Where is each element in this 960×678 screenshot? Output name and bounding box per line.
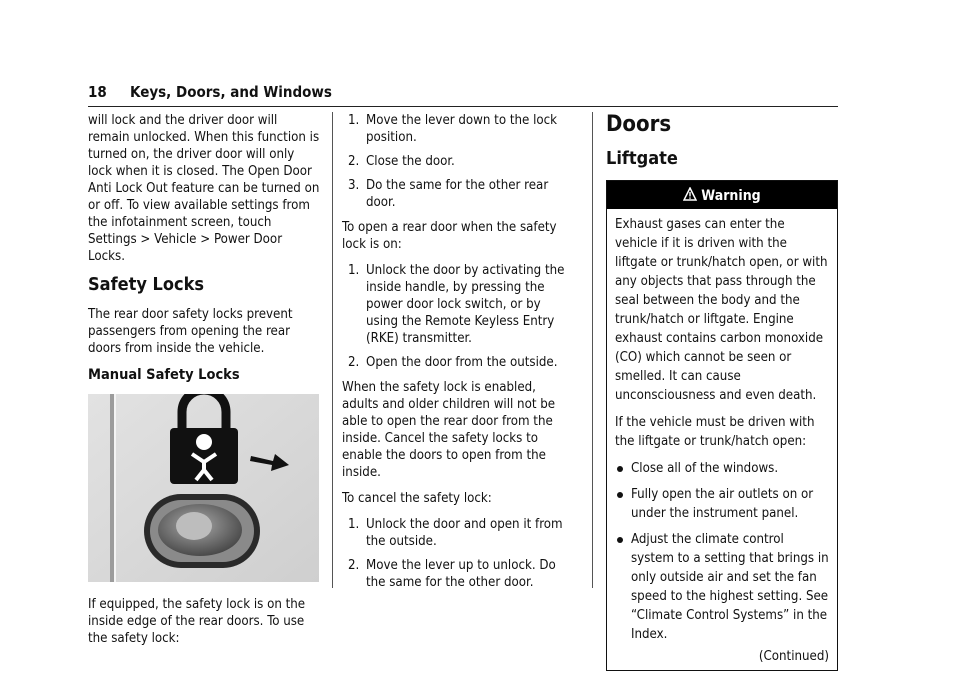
warning-label: Warning: [701, 188, 761, 204]
section-title: Keys, Doors, and Windows: [130, 83, 332, 101]
list-item: 2. Open the door from the outside.: [348, 355, 558, 370]
page-number: 18: [88, 83, 107, 101]
list-item: 2. Close the door.: [348, 154, 455, 169]
column-divider: [332, 112, 333, 588]
doors-heading: Doors: [606, 112, 672, 137]
intro-paragraph: will lock and the driver door will remain unlocked. When this function is turned on, the driver door will only lock when it is closed. The Open Door Anti Lock Out feature can be turned on or off. To view available settings from the infotainment screen, touch Settings > Vehicle > Power Door Locks.: [88, 113, 320, 264]
warning-triangle-icon: [683, 187, 697, 201]
cancel-intro-paragraph: To cancel the safety lock:: [342, 491, 492, 506]
list-item: Close all of the windows.: [615, 459, 829, 478]
list-item: 1. Unlock the door by activating the inside handle, by pressing the power door lock switch, or by using the Remote Keyless Entry (RKE) transmitter.: [348, 263, 565, 346]
warning-paragraph: If the vehicle must be driven with the liftgate or trunk/hatch open:: [615, 415, 815, 449]
open-steps-list: [342, 262, 576, 371]
safety-lock-photo: [88, 394, 319, 582]
page-header: [88, 84, 838, 107]
list-item: 1. Move the lever down to the lock position.: [348, 113, 558, 145]
cancel-steps-list: [342, 516, 576, 591]
warning-bullets: [615, 459, 829, 644]
lock-steps-list: [342, 112, 576, 211]
warning-box: [606, 180, 838, 671]
warning-body: [607, 209, 837, 670]
warning-header: [607, 181, 837, 209]
column-divider: [592, 112, 593, 588]
warning-paragraph: Exhaust gases can enter the vehicle if it is driven with the liftgate or trunk/hatch open, or with any objects that pass through the seal between the body and the trunk/hatch or liftgate. Engine exhaust contains carbon monoxide (CO) which cannot be seen or smelled. It can cause unconsciousness and even death.: [615, 217, 828, 403]
column-2: [342, 112, 576, 599]
list-item: Fully open the air outlets on or under the instrument panel.: [615, 485, 829, 523]
column-3: [606, 112, 838, 671]
liftgate-heading: Liftgate: [606, 148, 678, 169]
list-item: 3. Do the same for the other rear door.: [348, 178, 549, 210]
enabled-paragraph: When the safety lock is enabled, adults and older children will not be able to open the rear door from the inside. Cancel the safety locks to enable the doors to open from the inside.: [342, 380, 556, 480]
safety-locks-paragraph: The rear door safety locks prevent passengers from opening the rear doors from inside the vehicle.: [88, 307, 293, 356]
column-1: [88, 112, 320, 656]
lock-lever: [144, 494, 260, 568]
list-item: 1. Unlock the door and open it from the outside.: [348, 517, 563, 549]
safety-locks-heading: Safety Locks: [88, 274, 204, 295]
continued-label: (Continued): [758, 649, 829, 664]
after-image-paragraph: If equipped, the safety lock is on the inside edge of the rear doors. To use the safety lock:: [88, 597, 306, 646]
manual-safety-locks-heading: Manual Safety Locks: [88, 367, 240, 383]
list-item: Adjust the climate control system to a setting that brings in only outside air and set the fan speed to the highest setting. See “Climate Control Systems” in the Index.: [615, 530, 829, 644]
list-item: 2. Move the lever up to unlock. Do the same for the other door.: [348, 558, 556, 590]
open-intro-paragraph: To open a rear door when the safety lock is on:: [342, 220, 557, 252]
